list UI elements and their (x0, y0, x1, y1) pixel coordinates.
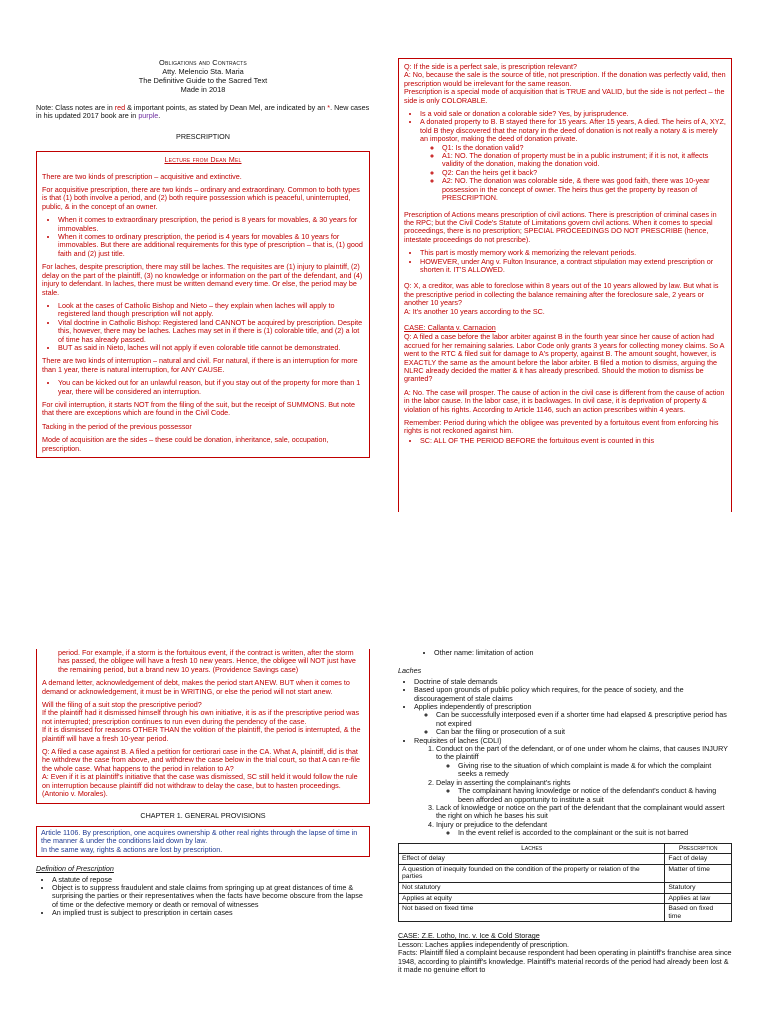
table-row (399, 893, 732, 904)
table-cell: Applies at equity (399, 893, 665, 904)
table-cell: Not based on fixed time (399, 904, 665, 922)
page2-right-column (398, 649, 732, 979)
qa-block (404, 282, 726, 316)
qa-block (42, 701, 364, 743)
table-cell: Not statutory (399, 882, 665, 893)
lecture-list (42, 302, 364, 352)
lecture-para: Tacking in the period of the previous possessor (42, 421, 192, 431)
requisite-item (436, 821, 732, 838)
note-text-4: . (158, 111, 161, 121)
document-page-2 (0, 512, 768, 1024)
list-item: • Vital doctrine in Catholic Bishop: Registered land CANNOT be acquired by prescription. Despite this, however, there may be laches. Laches may set in if there is (1) colorable title, and (2) a lot of time has already passed. (58, 319, 364, 344)
list-item: • HOWEVER, under Ang v. Fulton Insurance, a contract stipulation may extend prescription or shorten it. IT'S ALLOWED. (420, 258, 726, 275)
lecture-list (42, 216, 364, 258)
list-item: • This part is mostly memory work & memorizing the relevant periods. (420, 249, 726, 257)
table-row (399, 904, 732, 922)
lecture-list (404, 437, 726, 445)
lecture-list (404, 249, 726, 274)
list-item (414, 703, 732, 737)
page1-right-column (398, 58, 732, 524)
question: Will the filing of a suit stop the prescriptive period? (42, 700, 202, 710)
list-item: • Other name: limitation of action (434, 649, 732, 657)
section-heading: PRESCRIPTION (176, 131, 230, 141)
sub-list-item: ◦ A2: NO. The donation was colorable side, & there was good faith, there was 10-year possession in the concept of owner. The heirs thus get the property by reason of PRESCRIPTION. (442, 177, 726, 202)
table-cell: Statutory (665, 882, 732, 893)
list-item: • BUT as said in Nieto, laches will not apply if even colorable title cannot be demonstrated. (58, 344, 364, 352)
list-item: • When it comes to extraordinary prescription, the period is 8 years for movables, & 30 years for immovables. (58, 216, 364, 233)
doc-made: Made in 2018 (180, 85, 226, 94)
lecture-box-continued (36, 649, 370, 804)
chapter-heading: CHAPTER 1. GENERAL PROVISIONS (140, 810, 266, 820)
list-item-text: A donated property to B. B stayed there for 15 years. After 15 years, A died. The heirs of A, XYZ, told B they discovered that the notary in the deed of donation is not really a notary & is merely an impostor, making the deed of donation private. (420, 117, 726, 144)
sub-list-item: ◦ Q1: Is the donation valid? (442, 144, 726, 152)
case-question: Q: A filed a case before the labor arbiter against B in the fourth year since her cause of action had accrued for her remaining salaries. Labor Code only grants 3 years for collecting money claims. So A went to the RTC & filed suit for damage to A's property, against B. The amount sought, however, is EXACTLY the same as the amount before the labor arbiter. B filed a motion to dismiss, arguing the NLRC already decided the matter & it has already prescribed. Should the motion to dismiss be granted? (404, 332, 725, 384)
sub-list-item: ◦ In the event relief is accorded to the complainant or the suit is not barred (458, 829, 732, 837)
list-item (414, 737, 732, 838)
answer-cont: If it is dismissed for reasons OTHER THAN the volition of the plaintiff, the period is interrupted, & the plaintiff will have a fresh 10-year period. (42, 725, 361, 743)
note-star: * (327, 103, 331, 112)
lecture-para: A demand letter, acknowledgement of debt, makes the period start ANEW. BUT when it comes to demand or acknowledgement, it must be in WRITING, or else the period will not start anew. (42, 678, 350, 696)
article-text-2: In the same way, rights & actions are lost by prescription. (41, 844, 223, 854)
table-row (399, 864, 732, 882)
list-item: • Is a void sale or donation a colorable side? Yes, by jurisprudence. (420, 110, 726, 118)
requisite-item (436, 745, 732, 779)
table-header-cell: Prescription (665, 843, 732, 854)
doc-author: Atty. Melencio Sta. Maria (162, 67, 244, 76)
list-item: • You can be kicked out for an unlawful reason, but if you stay out of the property for more than 1 year, there will be considered an interruption. (58, 379, 364, 396)
list-item: • Doctrine of stale demands (414, 678, 732, 686)
requisite-text: Delay in asserting the complainant's rights (436, 777, 571, 787)
requisite-item (436, 779, 732, 804)
sub-list (436, 787, 732, 804)
table-cell: Based on fixed time (665, 904, 732, 922)
list-item: • Look at the cases of Catholic Bishop and Nieto – they explain when laches will apply to registered land though prescription will not apply. (58, 302, 364, 319)
qa-block (42, 748, 364, 798)
answer-cont: Prescription is a special mode of acquisition that is TRUE and VALID, but the side is not perfect – the side is only COLORABLE. (404, 87, 725, 105)
class-note (36, 104, 370, 121)
sub-list-item: ◦ The complainant having knowledge or notice of the defendant's conduct & having been afforded an opportunity to institute a suit (458, 787, 732, 804)
remember-note: Remember: Period during which the obligee was prevented by a fortuitous event from enforcing his rights is not reckoned against him. (404, 418, 719, 436)
doc-title: Obligations and Contracts (159, 58, 247, 67)
lecture-para: There are two kinds of prescription – acquisitive and extinctive. (42, 171, 242, 181)
lecture-box (36, 151, 370, 458)
list-item: • Based upon grounds of public policy which requires, for the peace of society, and the discouragement of stale claims (414, 686, 732, 703)
case-lesson: Lesson: Laches applies independently of prescription. (398, 939, 570, 949)
note-purple-word: purple (138, 111, 159, 121)
article-text: Article 1106. By prescription, one acquires ownership & other real rights through the lapse of time in the manner & under the conditions laid down by law. (41, 827, 358, 846)
table-header-cell: Laches (399, 843, 665, 854)
question: Q: A filed a case against B. A filed a petition for certiorari case in the CA. What A, plaintiff, did is that he withdrew the case from above, and withdrew the case below in the trial court, so that A can re-file the whole case. What happens to the period in relation to A? (42, 747, 361, 773)
lecture-box-title: Lecture from Dean Mel (164, 155, 242, 165)
lecture-list (404, 110, 726, 202)
note-text-2: & important points, as stated by Dean Mel, are indicated by an (125, 103, 328, 112)
list-item-text: Requisites of laches (CDLI) (414, 735, 502, 745)
answer: A: No, because the sale is the source of title, not prescription. If the donation was perfectly valid, then prescription would be irrelevant for the same reason. (404, 70, 726, 88)
list-item: • An implied trust is subject to prescription in certain cases (52, 909, 370, 917)
laches-list (398, 678, 732, 838)
sub-list (436, 762, 732, 779)
case-facts: Facts: Plaintiff filed a complaint because respondent had been operating in plaintiff's franchise area since 1948, according to plaintiff's knowledge. Plaintiff's material records of the period had already been lost & it made no genuine effort to (398, 948, 732, 974)
list-item: • A statute of repose (52, 876, 370, 884)
table-cell: A question of inequity founded on the condition of the property or relation of the parties (399, 864, 665, 882)
lecture-para: For acquisitive prescription, there are two kinds – ordinary and extraordinary. Common to both types is that (1) both involve a period, and (2) both require possession which is peaceful, uninterrupted, public, & in the concept of an owner. (42, 185, 360, 211)
page1-left-column (36, 58, 370, 458)
lecture-para: For civil interruption, it starts NOT from the filing of the suit, but the receipt of SUMMONS. But note that there are exceptions which are found in the Civil Code. (42, 399, 356, 418)
article-box (36, 826, 370, 857)
requisite-text: Conduct on the part of the defendant, or of one under whom he claims, that causes INJURY to the plaintiff (436, 744, 728, 762)
laches-heading: Laches (398, 666, 422, 676)
table-row (399, 854, 732, 865)
list-item (420, 118, 726, 202)
list-item: • SC: ALL OF THE PERIOD BEFORE the fortuitous event is counted in this (420, 437, 726, 445)
table-cell: Matter of time (665, 864, 732, 882)
table-cell: Fact of delay (665, 854, 732, 865)
requisite-item: 3. Lack of knowledge or notice on the part of the defendant that the complainant would assert the right on which he bases his suit (436, 804, 732, 821)
case-answer: A: No. The case will prosper. The cause of action in the civil case is different from the cause of action in the labor cause. In the labor case, it is backwages. In civil case, it is deprivation of property & violation of his rights. According to Article 1146, such an action prescribes within 4 years. (404, 387, 725, 414)
table-row (399, 882, 732, 893)
doc-header (36, 58, 370, 94)
other-name-list (398, 649, 732, 657)
definition-list (36, 876, 370, 918)
doc-subtitle: The Definitive Guide to the Sacred Text (138, 76, 268, 85)
answer: If the plaintiff had it dismissed himself through his own initiative, it is as if the prescriptive period was not interrupted; prescription continues to run even during the pendency of the case. (42, 708, 360, 726)
page2-left-column (36, 649, 370, 923)
sub-list-item: ◦ A1: NO. The donation of property must be in a public instrument; if it is not, it affects validity of the donation, making the donation void. (442, 152, 726, 169)
list-item: • When it comes to ordinary prescription, the period is 4 years for movables & 10 years for immovables. But there are additional requirements for this type of prescription – that is, (1) good faith and (2) just title. (58, 233, 364, 258)
definition-heading: Definition of Prescription (36, 864, 114, 874)
note-text-3: . New cases in his updated 2017 book are in (36, 103, 370, 121)
lecture-para (42, 649, 364, 674)
list-item-text: Applies independently of prescription (414, 702, 532, 712)
table-header-row (399, 843, 732, 854)
requisites-list (414, 745, 732, 837)
list-item: • Object is to suppress fraudulent and stale claims from springing up at great distances of time & surprising the parties or their representatives when the facts have become obscure from the lapse of time or the defective memory or death or removal of witnesses (52, 884, 370, 909)
case-title: CASE: Callanta v. Carnacion (404, 322, 496, 332)
case-title: CASE: Z.E. Lotho, Inc. v. Ice & Cold Storage (398, 931, 540, 941)
sub-list (414, 711, 732, 736)
lecture-para: There are two kinds of interruption – natural and civil. For natural, if there is an interruption for more than 1 year, there is natural interruption, for ANY CAUSE. (42, 356, 358, 374)
answer: A: It's another 10 years according to the SC. (404, 306, 545, 316)
lecture-list (42, 379, 364, 396)
question: Q: X, a creditor, was able to foreclose within 8 years out of the 10 years allowed by law. But what is the prescriptive period in collecting the balance remaining after the foreclosure sale, 2 years or another 10 years? (404, 281, 719, 308)
lecture-para: For laches, despite prescription, there may still be laches. The requisites are (1) injury to plaintiff, (2) delay on the part of the plaintiff, (3) no knowledge or information on the part of the defendant, and (4) injury to defendant. In laches, there must be written demand every time. Or else, the period may be stale. (42, 262, 363, 297)
table-cell: Applies at law (665, 893, 732, 904)
laches-vs-prescription-table (398, 843, 732, 923)
sub-list-item: ◦ Can be successfully interposed even if a shorter time had elapsed & prescriptive period has not expired (436, 711, 732, 728)
lecture-para: Mode of acquisition are the sides – these could be donation, inheritance, sale, occupation, prescription. (42, 435, 329, 453)
answer: A: Even if it is at plaintiff's initiative that the case was dismissed, SC still held it would follow the rule on interruption because plaintiff did not withdraw to delay the case, but to hasten proceedings. (Antonio v. Morales). (42, 772, 358, 799)
lecture-para: Prescription of Actions means prescription of civil actions. There is prescription of criminal cases in the RPC; but the Civil Code's Statute of Limitations govern civil actions. When it comes to special proceedings, there is no prescription; SPECIAL PROCEEDINGS DO NOT PRESCRIBE (hence, intestate proceedings do not prescribe). (404, 209, 717, 244)
sub-list-item: ◦ Q2: Can the heirs get it back? (442, 169, 726, 177)
sub-list (420, 144, 726, 203)
note-text-1: Note: Class notes are in (36, 103, 115, 112)
question: Q: If the side is a perfect sale, is prescription relevant? (404, 62, 577, 71)
sub-list-item: ◦ Giving rise to the situation of which complaint is made & for which the complaint seeks a remedy (458, 762, 732, 779)
note-red-word: red (114, 103, 126, 112)
sub-list-item: ◦ Can bar the filing or prosecution of a suit (436, 728, 732, 736)
sub-list (436, 829, 732, 837)
lecture-box-continued (398, 58, 732, 537)
requisite-text: Injury or prejudice to the defendant (436, 819, 548, 829)
table-cell: Effect of delay (399, 854, 665, 865)
continued-text: period. For example, if a storm is the fortuitous event, if the contract is written, after the storm has passed, the obligee will have a fresh 10 new years. Hence, the obligee will NOT just have the remaining period, but a brand new 10 years. (Providence Savings case) (58, 648, 356, 674)
qa-block (404, 63, 726, 105)
